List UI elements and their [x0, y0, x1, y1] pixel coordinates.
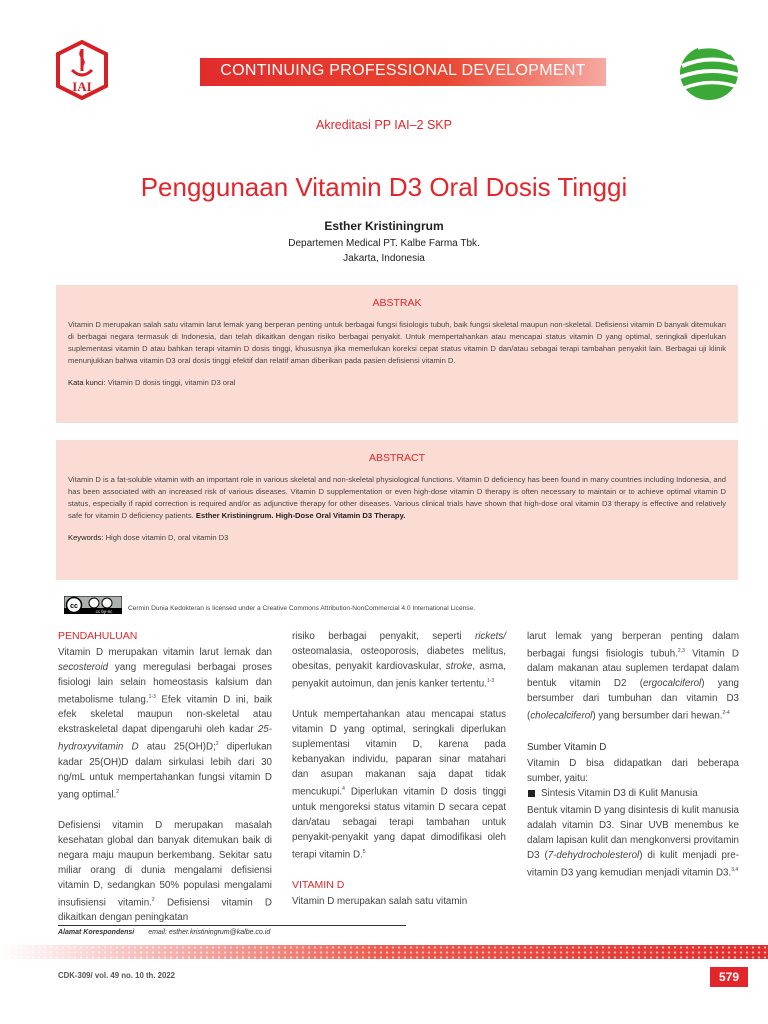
- keywords-label-en: Keywords:: [68, 533, 104, 542]
- cc-license-badge[interactable]: [64, 596, 122, 614]
- abstrak-keywords: [68, 377, 726, 389]
- paragraph: Bentuk vitamin D yang disintesis di kulit manusia adalah vitamin D3. Sinar UVB menembus ke dalam lapisan kulit dan mengkonversi provitamin D3 (7-dehydrocholesterol) di kulit menjadi pre-vitamin D3 yang kemudian menjadi vitamin D3.$^{3,4}$: [527, 804, 739, 878]
- iai-logo: [54, 40, 110, 100]
- abstract-body: Vitamin D is a fat-soluble vitamin with an important role in various skeletal and non-skeletal physiological functions. Vitamin D deficiency has been found in many countries including Indonesia, and has been associated with an increased risk of various diseases. Vitamin D supplementation or even high-dose vitamin D therapy is often necessary to maintain or to achieve optimal vitamin D status, especially if rapid correction is required and/or as adjunctive therapy for other diseases. Various clinical trials have shown that high-dose oral vitamin D3 therapy is effective and relatively safe for vitamin D deficiency patients.: [68, 475, 726, 520]
- footnote-rule: [58, 925, 406, 926]
- abstract-box: [56, 440, 738, 580]
- correspondence-email[interactable]: email: esther.kristiningrum@kalbe.co.id: [148, 929, 271, 936]
- affiliation: [0, 236, 768, 266]
- paragraph: Defisiensi vitamin D merupakan masalah kesehatan global dan banyak ditemukan baik di negara maju maupun berkembang. Sekitar satu miliar orang di dunia mengalami defisiensi vitamin D, sedangkan 50% populasi mengalami insufisiensi vitamin.$^2$ Defisiensi vitamin D dikaitkan dengan peningkatan: [58, 819, 272, 924]
- abstrak-body: Vitamin D merupakan salah satu vitamin larut lemak yang berperan penting untuk berbagai fungsi fisiologis tubuh, baik fungsi skeletal maupun non-skeletal. Defisiensi vitamin D banyak ditemukan di berbagai negara termasuk di Indonesia, dan telah dikaitkan dengan risiko berbagai penyakit. Untuk mempertahankan atau mencapai status vitamin D yang optimal, seringkali diperlukan suplementasi vitamin D atau bahkan terapi vitamin D dosis tinggi, khususnya jika memerlukan koreksi cepat status vitamin D dan/atau sebagai terapi tambahan penyakit lain. Berbagai uji klinik menunjukkan bahwa vitamin D3 oral dosis tinggi efektif dan relatif aman diberikan pada pasien defisiensi vitamin D.: [68, 320, 726, 365]
- correspondence: [58, 929, 270, 936]
- section-vitamin-d: VITAMIN D: [292, 878, 345, 891]
- svg-text:cc: cc: [70, 603, 78, 610]
- page-number: 579: [718, 970, 740, 984]
- paragraph: Vitamin D merupakan salah satu vitamin: [292, 895, 468, 907]
- journal-citation: CDK-309/ vol. 49 no. 10 th. 2022: [58, 971, 175, 980]
- logo-text: IAI: [72, 79, 92, 94]
- globe-icon: [678, 44, 740, 102]
- affiliation-city: Jakarta, Indonesia: [343, 253, 425, 264]
- keywords-label: Kata kunci:: [68, 378, 106, 387]
- abstract-heading: ABSTRACT: [368, 452, 425, 464]
- paragraph: Untuk mempertahankan atau mencapai status vitamin D yang optimal, seringkali diperlukan suplementasi vitamin D, karena pada kebanyakan individu, paparan sinar matahari dan asupan makanan saja dapat tidak mencukupi.$^4$ Diperlukan vitamin D dosis tinggi untuk mengoreksi status vitamin D secara cepat dan/atau sebagai terapi tambahan untuk penyakit-penyakit yang dapat dimodifikasi oleh terapi vitamin D.$^5$: [292, 709, 506, 860]
- page-number-box: [710, 967, 748, 987]
- abstrak-heading: ABSTRAK: [372, 297, 422, 309]
- accreditation: Akreditasi PP IAI–2 SKP: [316, 118, 452, 132]
- cpd-banner: [200, 58, 606, 86]
- author-name: Esther Kristiningrum: [324, 219, 444, 233]
- column-1: [58, 629, 272, 941]
- keywords-value-en: High dose vitamin D, oral vitamin D3: [105, 533, 229, 542]
- column-2: [292, 629, 506, 925]
- correspondence-label: Alamat Korespondensi: [58, 929, 135, 936]
- paragraph: larut lemak yang berperan penting dalam berbagai fungsi fisiologis tubuh.$^{2,3}$ Vitamin D dalam makanan atau suplemen terdapat dalam bentuk vitamin D2 (ergocalciferol) yang bersumber dari tumbuhan dan vitamin D3 (cholecalciferol) yang bersumber dari hewan.$^{2-4}$: [527, 631, 739, 722]
- affiliation-dept: Departemen Medical PT. Kalbe Farma Tbk.: [288, 238, 480, 249]
- banner-title: CONTINUING PROFESSIONAL DEVELOPMENT: [220, 62, 586, 79]
- footer-stripe-dots: [0, 945, 768, 959]
- paragraph: Vitamin D bisa didapatkan dari beberapa sumber, yaitu:: [527, 757, 739, 784]
- abstrak-text: [68, 319, 726, 389]
- bullet-item: Sintesis Vitamin D3 di Kulit Manusia: [527, 786, 739, 801]
- cc-badge-text: cc by-nc: [95, 609, 113, 614]
- license-text: Cermin Dunia Kedokteran is licensed under a Creative Commons Attribution-NonCommercial 4.0 International License.: [128, 605, 476, 612]
- column-3: [527, 629, 739, 896]
- abstract-keywords: [68, 532, 726, 544]
- article-title: Penggunaan Vitamin D3 Oral Dosis Tinggi: [140, 172, 628, 202]
- paragraph: risiko berbagai penyakit, seperti rickets/ osteomalasia, osteoporosis, diabetes melitus, obesitas, penyakit kardiovaskular, stroke, asma, penyakit autoimun, dan jenis kanker tertentu.$^{1-3}$: [292, 631, 507, 690]
- abstrak-box: [56, 285, 738, 423]
- keywords-value: Vitamin D dosis tinggi, vitamin D3 oral: [107, 378, 236, 387]
- subsection-sumber: Sumber Vitamin D: [527, 741, 607, 753]
- abstract-citation: Esther Kristiningrum. High-Dose Oral Vitamin D3 Therapy.: [195, 511, 406, 520]
- abstract-text: [68, 474, 726, 544]
- paragraph: Vitamin D merupakan vitamin larut lemak dan secosteroid yang meregulasi berbagai proses fisiologi lain selain homeostasis kalsium dan metabolisme tulang.$^{1-3}$ Efek vitamin D ini, baik efek skeletal maupun non-skeletal atau ekstraskeletal dapat dipengaruhi oleh kadar 25-hydroxyvitamin D atau 25(OH)D;$^2$ diperlukan kadar 25(OH)D dalam sirkulasi lebih dari 30 ng/mL untuk mempertahankan fungsi vitamin D yang optimal.$^2$: [58, 647, 272, 800]
- section-pendahuluan: PENDAHULUAN: [58, 630, 138, 642]
- abstract-body-wrap: [68, 474, 726, 522]
